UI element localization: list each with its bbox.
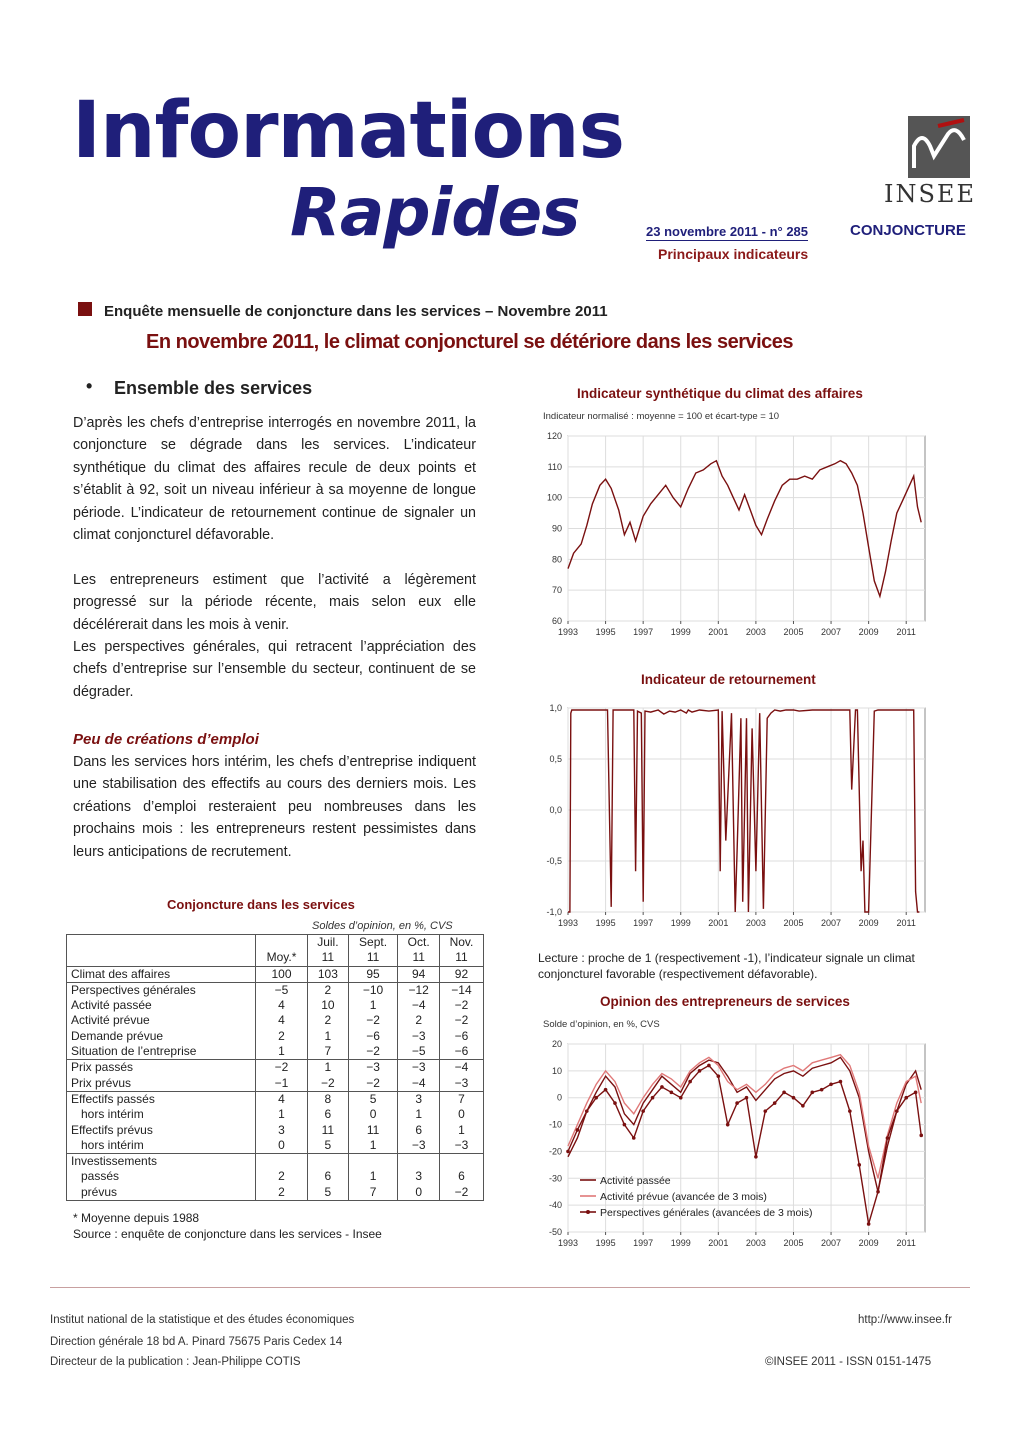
table-cell: 4	[256, 1013, 308, 1028]
table-row	[67, 1029, 484, 1044]
data-point	[876, 1190, 880, 1194]
table-cell: −5	[398, 1044, 440, 1060]
table-header-cell: 11	[348, 950, 398, 966]
legend-marker	[586, 1210, 590, 1214]
table-cell: 1	[439, 1123, 483, 1138]
y-tick-label: -10	[548, 1119, 562, 1130]
chart-title: Opinion des entrepreneurs de services	[600, 994, 850, 1009]
table-cell: 7	[308, 1044, 349, 1060]
x-tick-label: 2007	[821, 1238, 842, 1248]
table-cell: 3	[256, 1123, 308, 1138]
table-cell: 11	[348, 1123, 398, 1138]
table-cell: −6	[439, 1029, 483, 1044]
data-point	[613, 1101, 617, 1105]
table-row	[67, 1091, 484, 1107]
x-tick-label: 1999	[670, 918, 691, 928]
table-cell: −2	[348, 1044, 398, 1060]
table-cell: 1	[256, 1044, 308, 1060]
data-point	[594, 1096, 598, 1100]
table-header-cell	[67, 935, 256, 951]
y-tick-label: 120	[546, 431, 562, 441]
table-cell: 1	[398, 1107, 440, 1122]
table-cell: 92	[439, 966, 483, 982]
table-cell: −2	[439, 1185, 483, 1201]
y-tick-label: 60	[551, 616, 562, 626]
paragraph: Les entrepreneurs estiment que l’activité a légèrement progressé sur la période récente, mais selon eux elle décélérerait dans les mois à venir.	[73, 572, 476, 633]
bullet: •	[86, 376, 93, 396]
table-row	[67, 998, 484, 1013]
table-cell: 0	[348, 1107, 398, 1122]
table-cell: −3	[398, 1138, 440, 1154]
x-tick-label: 2005	[783, 918, 804, 928]
table-row	[67, 1185, 484, 1201]
footer-address: Direction générale 18 bd A. Pinard 75675 Paris Cedex 14	[50, 1336, 343, 1348]
legend-label: Perspectives générales (avancées de 3 mois)	[600, 1207, 813, 1219]
table-cell	[348, 1154, 398, 1170]
table-row-label: Activité prévue	[67, 1013, 256, 1028]
table-cell: −4	[398, 1076, 440, 1092]
table-header-cell	[67, 950, 256, 966]
table-row-label: Effectifs prévus	[67, 1123, 256, 1138]
table-row-label: Effectifs passés	[67, 1091, 256, 1107]
data-point	[782, 1091, 786, 1095]
y-tick-label: -30	[548, 1173, 562, 1184]
table-cell: −10	[348, 982, 398, 998]
data-point	[632, 1136, 636, 1140]
x-tick-label: 2005	[783, 627, 804, 637]
table-cell: −2	[439, 998, 483, 1013]
data-point	[726, 1123, 730, 1127]
table-cell: −3	[439, 1076, 483, 1092]
x-tick-label: 1993	[557, 1238, 579, 1248]
table-row	[67, 1154, 484, 1170]
paragraph: Les perspectives générales, qui retracent l’appréciation des chefs d’entreprise sur l’ensemble du secteur, continuent de se dégrader.	[73, 639, 476, 700]
table-header-cell: 11	[398, 950, 440, 966]
reading-note: Lecture : proche de 1 (respectivement -1), l’indicateur signale un climat conjoncturel favorable (respectivement défavorable).	[538, 951, 915, 981]
table-header-cell	[256, 935, 308, 951]
x-tick-label: 1995	[595, 918, 616, 928]
data-point	[688, 1080, 692, 1084]
table-row	[67, 1076, 484, 1092]
data-point	[810, 1091, 814, 1095]
retournement-chart	[530, 700, 940, 936]
table-cell: 6	[308, 1107, 349, 1122]
footer-issn: ©INSEE 2011 - ISSN 0151-1475	[765, 1356, 932, 1368]
table-row-label: Situation de l’entreprise	[67, 1044, 256, 1060]
table-cell: 2	[256, 1169, 308, 1184]
conjoncture-table	[66, 934, 484, 1201]
data-point	[660, 1085, 664, 1089]
table-cell: 5	[308, 1138, 349, 1154]
table-cell: 6	[439, 1169, 483, 1184]
table-row	[67, 1169, 484, 1184]
table-cell: −3	[398, 1060, 440, 1076]
table-cell: −2	[256, 1060, 308, 1076]
table-cell: 0	[398, 1185, 440, 1201]
table-row	[67, 1123, 484, 1138]
data-point	[857, 1163, 861, 1167]
x-tick-label: 1997	[633, 627, 654, 637]
table-header-cell: Juil.	[308, 935, 349, 951]
table-row	[67, 1013, 484, 1028]
table-cell: 2	[308, 1013, 349, 1028]
data-point	[670, 1091, 674, 1095]
table-cell: −2	[348, 1013, 398, 1028]
y-tick-label: 100	[546, 492, 562, 503]
data-point	[754, 1155, 758, 1159]
table-row	[67, 1060, 484, 1076]
table-source: Source : enquête de conjoncture dans les services - Insee	[73, 1227, 382, 1241]
table-header-cell: 11	[439, 950, 483, 966]
paragraph: Dans les services hors intérim, les chefs d’entreprise indiquent une stabilisation des effectifs au cours des derniers mois. Les créations d’emploi resteraient peu nombreuses dans les prochains mois : les entrepreneurs restent pessimistes dans leurs anticipations de recrutement.	[73, 754, 476, 860]
data-point	[566, 1150, 570, 1154]
x-tick-label: 2007	[821, 627, 842, 637]
chart-title: Indicateur de retournement	[641, 672, 816, 687]
table-header-cell: Sept.	[348, 935, 398, 951]
table-row-label: Demande prévue	[67, 1029, 256, 1044]
table-header-row	[67, 950, 484, 966]
data-point	[801, 1104, 805, 1108]
table-cell: −6	[348, 1029, 398, 1044]
table-row	[67, 982, 484, 998]
data-point	[623, 1123, 627, 1127]
x-tick-label: 1997	[633, 1238, 654, 1248]
chart-subtitle: Indicateur normalisé : moyenne = 100 et écart-type = 10	[543, 411, 780, 422]
opinion-chart	[530, 1034, 940, 1256]
legend-label: Activité passée	[600, 1175, 671, 1187]
table-header-cell: Oct.	[398, 935, 440, 951]
data-point	[886, 1136, 890, 1140]
climat-affaires-chart	[530, 426, 940, 646]
table-cell: 5	[308, 1185, 349, 1201]
data-point	[576, 1128, 580, 1132]
data-point	[848, 1109, 852, 1113]
x-tick-label: 2007	[821, 918, 842, 928]
table-cell: 103	[308, 966, 349, 982]
table-cell: −4	[439, 1060, 483, 1076]
table-cell: 0	[256, 1138, 308, 1154]
footer-director: Directeur de la publication : Jean-Philippe COTIS	[50, 1356, 301, 1368]
data-point	[707, 1064, 711, 1068]
table-cell: 11	[308, 1123, 349, 1138]
table-row	[67, 1138, 484, 1154]
y-tick-label: 10	[551, 1065, 562, 1076]
table-cell: −6	[439, 1044, 483, 1060]
table-cell: 0	[439, 1107, 483, 1122]
table-cell: −4	[398, 998, 440, 1013]
table-cell: 95	[348, 966, 398, 982]
table-cell: 3	[398, 1091, 440, 1107]
data-point	[919, 1134, 923, 1138]
table-cell: 5	[348, 1091, 398, 1107]
table-row	[67, 1107, 484, 1122]
table-row-label: hors intérim	[67, 1138, 256, 1154]
table-title: Conjoncture dans les services	[167, 897, 355, 912]
table-row-label: Investissements	[67, 1154, 256, 1170]
x-tick-label: 2001	[708, 918, 729, 928]
table-cell: 3	[398, 1169, 440, 1184]
legend-label: Activité prévue (avancée de 3 mois)	[600, 1191, 767, 1203]
table-row-label: hors intérim	[67, 1107, 256, 1122]
table-row-label: Perspectives générales	[67, 982, 256, 998]
x-tick-label: 1997	[633, 918, 654, 928]
x-tick-label: 2003	[745, 627, 766, 637]
table-cell	[439, 1154, 483, 1170]
data-point	[698, 1069, 702, 1073]
table-cell: 1	[308, 1060, 349, 1076]
table-cell: 2	[398, 1013, 440, 1028]
x-tick-label: 2003	[745, 1238, 766, 1248]
table-cell: −2	[439, 1013, 483, 1028]
table-row-label: Climat des affaires	[67, 966, 256, 982]
table-cell	[256, 1154, 308, 1170]
y-tick-label: 70	[551, 585, 562, 596]
table-cell: 2	[308, 982, 349, 998]
table-cell: −3	[398, 1029, 440, 1044]
y-tick-label: 80	[551, 554, 562, 565]
table-cell: −2	[348, 1076, 398, 1092]
y-tick-label: 90	[551, 523, 562, 534]
x-tick-label: 2003	[745, 918, 766, 928]
data-point	[914, 1091, 918, 1095]
insee-brand: INSEE	[884, 180, 976, 208]
x-tick-label: 1999	[670, 1238, 691, 1248]
table-row-label: Activité passée	[67, 998, 256, 1013]
y-tick-label: -0,5	[546, 856, 562, 866]
x-tick-label: 2009	[858, 627, 879, 637]
y-tick-label: 1,0	[549, 703, 562, 713]
table-cell: −1	[256, 1076, 308, 1092]
table-cell: −3	[348, 1060, 398, 1076]
table-cell: −2	[308, 1076, 349, 1092]
publication-title: Informations	[72, 86, 625, 176]
plot-area	[568, 1044, 925, 1232]
table-row-label: prévus	[67, 1185, 256, 1201]
table-cell: 6	[398, 1123, 440, 1138]
table-cell: 94	[398, 966, 440, 982]
x-tick-label: 2011	[896, 1238, 916, 1248]
publication-subtitle: Rapides	[290, 174, 580, 251]
table-row-label: Prix passés	[67, 1060, 256, 1076]
chart-title: Indicateur synthétique du climat des affaires	[577, 386, 863, 401]
y-tick-label: 110	[547, 461, 562, 472]
x-tick-label: 2011	[896, 627, 916, 637]
x-tick-label: 2001	[708, 1238, 729, 1248]
table-header-cell: 11	[308, 950, 349, 966]
data-point	[895, 1109, 899, 1113]
y-tick-label: 0,0	[549, 805, 562, 815]
x-tick-label: 2005	[783, 1238, 804, 1248]
table-cell: 8	[308, 1091, 349, 1107]
table-cell: 1	[348, 1169, 398, 1184]
data-point	[717, 1074, 721, 1078]
table-cell: 4	[256, 998, 308, 1013]
y-tick-label: -50	[548, 1227, 562, 1237]
data-point	[641, 1109, 645, 1113]
x-tick-label: 1995	[595, 1238, 616, 1248]
footer-institution: Institut national de la statistique et des études économiques	[50, 1314, 355, 1326]
table-cell: 2	[256, 1185, 308, 1201]
data-point	[867, 1222, 871, 1226]
table-cell: 1	[256, 1107, 308, 1122]
data-point	[829, 1082, 833, 1086]
section-marker	[78, 302, 92, 316]
table-cell: 7	[439, 1091, 483, 1107]
table-cell: −5	[256, 982, 308, 998]
table-cell: 7	[348, 1185, 398, 1201]
data-point	[904, 1096, 908, 1100]
y-tick-label: -40	[548, 1200, 562, 1211]
y-tick-label: 20	[551, 1039, 562, 1049]
table-cell: 6	[308, 1169, 349, 1184]
table-cell: 2	[256, 1029, 308, 1044]
y-tick-label: 0	[556, 1092, 562, 1103]
table-header-row	[67, 935, 484, 951]
table-cell: 100	[256, 966, 308, 982]
table-row-label: passés	[67, 1169, 256, 1184]
publication-category: Principaux indicateurs	[658, 246, 809, 262]
section-title: Ensemble des services	[114, 378, 313, 398]
table-cell: 1	[348, 998, 398, 1013]
insee-logo-icon	[908, 116, 970, 178]
x-tick-label: 1995	[595, 627, 616, 637]
x-tick-label: 2009	[858, 918, 879, 928]
data-point	[773, 1101, 777, 1105]
data-point	[745, 1096, 749, 1100]
data-point	[735, 1101, 739, 1105]
data-point	[585, 1109, 589, 1113]
table-unit: Soldes d’opinion, en %, CVS	[312, 920, 453, 932]
table-cell: −14	[439, 982, 483, 998]
table-cell	[398, 1154, 440, 1170]
table-cell	[308, 1154, 349, 1170]
subsection-title: Peu de créations d’emploi	[73, 731, 259, 748]
data-point	[792, 1096, 796, 1100]
data-point	[820, 1088, 824, 1092]
series-name: CONJONCTURE	[850, 222, 966, 239]
table-row-label: Prix prévus	[67, 1076, 256, 1092]
table-cell: −3	[439, 1138, 483, 1154]
paragraph: D’après les chefs d’entreprise interrogés en novembre 2011, la conjoncture se dégrade dans les services. L’indicateur synthétique du climat des affaires recule de deux points et s’établit à 92, soit un niveau inférieur à sa moyenne de longue période. L’indicateur de retournement continue de signaler un climat conjoncturel défavorable.	[73, 415, 476, 544]
y-tick-label: 0,5	[549, 754, 562, 764]
table-row	[67, 1044, 484, 1060]
table-header-cell: Nov.	[439, 935, 483, 951]
x-tick-label: 1999	[670, 627, 691, 637]
table-cell: 10	[308, 998, 349, 1013]
data-point	[763, 1109, 767, 1113]
footer-url[interactable]: http://www.insee.fr	[858, 1314, 952, 1326]
table-header-cell: Moy.*	[256, 950, 308, 966]
chart-subtitle: Solde d’opinion, en %, CVS	[543, 1019, 660, 1030]
issue-date: 23 novembre 2011 - n° 285	[646, 224, 809, 239]
table-cell: 4	[256, 1091, 308, 1107]
data-point	[679, 1096, 683, 1100]
y-tick-label: -20	[548, 1146, 562, 1157]
headline: En novembre 2011, le climat conjoncturel se détériore dans les services	[146, 331, 794, 353]
table-cell: 1	[348, 1138, 398, 1154]
table-note: * Moyenne depuis 1988	[73, 1211, 200, 1225]
survey-title: Enquête mensuelle de conjoncture dans les services – Novembre 2011	[104, 303, 608, 320]
footer-divider	[50, 1287, 970, 1288]
table-cell: 1	[308, 1029, 349, 1044]
x-tick-label: 2011	[896, 918, 916, 928]
x-tick-label: 1993	[557, 627, 579, 637]
x-tick-label: 2009	[858, 1238, 879, 1248]
y-tick-label: -1,0	[546, 907, 562, 917]
data-point	[839, 1080, 843, 1084]
data-point	[604, 1088, 608, 1092]
table-cell: −12	[398, 982, 440, 998]
table-row	[67, 966, 484, 982]
x-tick-label: 1993	[557, 918, 579, 928]
data-point	[651, 1096, 655, 1100]
x-tick-label: 2001	[708, 627, 729, 637]
